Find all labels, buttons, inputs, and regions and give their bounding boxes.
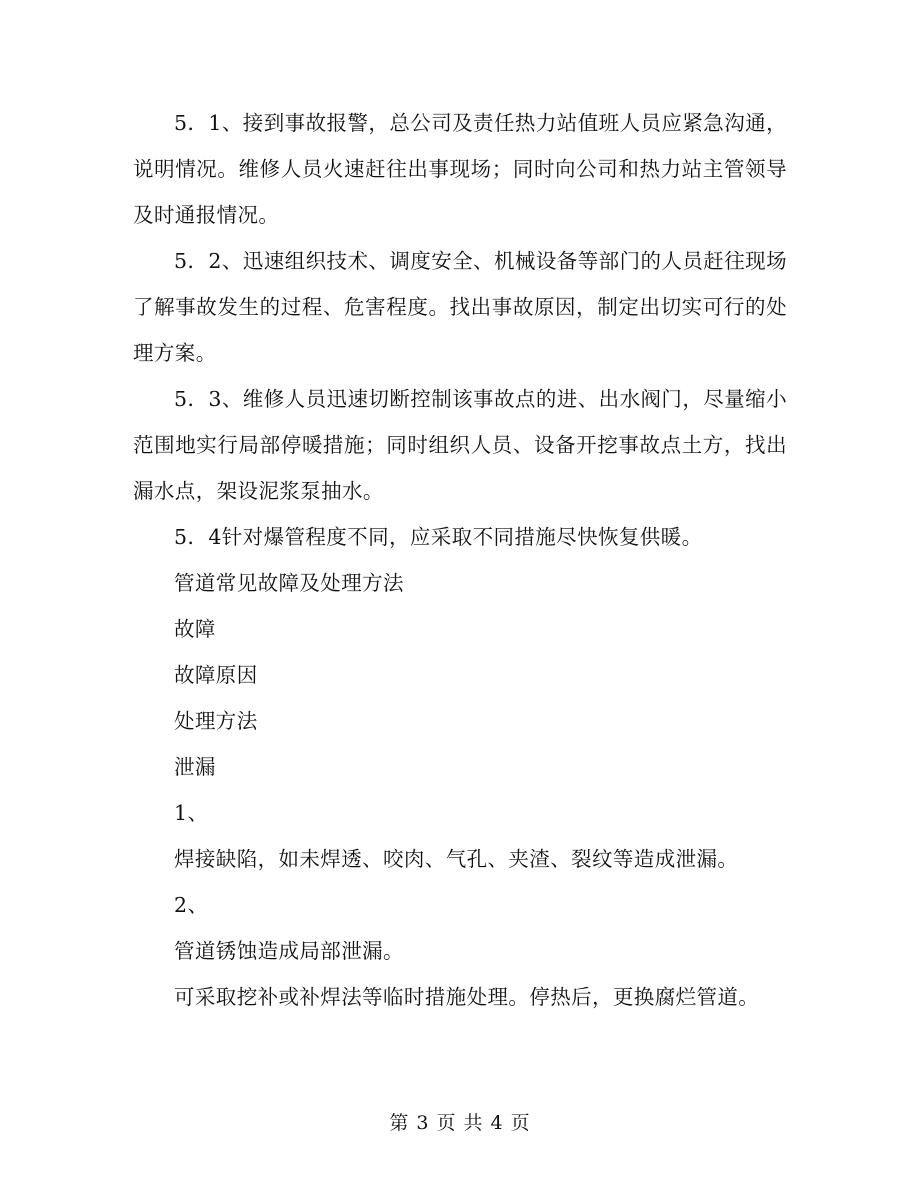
paragraph-5-4: 5．4针对爆管程度不同，应采取不同措施尽快恢复供暖。 xyxy=(174,525,703,549)
section-heading: 管道常见故障及处理方法 xyxy=(174,571,404,595)
cause-corrosion: 管道锈蚀造成局部泄漏。 xyxy=(174,939,404,963)
document-body xyxy=(133,100,787,1020)
cause-welding-defect: 焊接缺陷，如未焊透、咬肉、气孔、夹渣、裂纹等造成泄漏。 xyxy=(174,847,739,871)
paragraph-5-1: 5．1、接到事故报警，总公司及责任热力站值班人员应紧急沟通，说明情况。维修人员火速赶往出事现场；同时向公司和热力站主管领导及时通报情况。 xyxy=(133,111,787,227)
page-footer xyxy=(0,1108,920,1135)
table-cell-leak: 泄漏 xyxy=(174,755,216,779)
list-number-1: 1、 xyxy=(174,801,209,825)
table-header-fault: 故障 xyxy=(174,617,216,641)
table-header-method: 处理方法 xyxy=(174,709,258,733)
list-number-2: 2、 xyxy=(174,893,209,917)
paragraph-5-3: 5．3、维修人员迅速切断控制该事故点的进、出水阀门，尽量缩小范围地实行局部停暖措施；同时组织人员、设备开挖事故点土方，找出漏水点，架设泥浆泵抽水。 xyxy=(133,387,787,503)
table-header-cause: 故障原因 xyxy=(174,663,258,687)
page-number: 第 3 页 共 4 页 xyxy=(389,1112,531,1134)
treatment-method: 可采取挖补或补焊法等临时措施处理。停热后，更换腐烂管道。 xyxy=(174,985,760,1009)
paragraph-5-2: 5．2、迅速组织技术、调度安全、机械设备等部门的人员赶往现场了解事故发生的过程、危害程度。找出事故原因，制定出切实可行的处理方案。 xyxy=(133,249,787,365)
